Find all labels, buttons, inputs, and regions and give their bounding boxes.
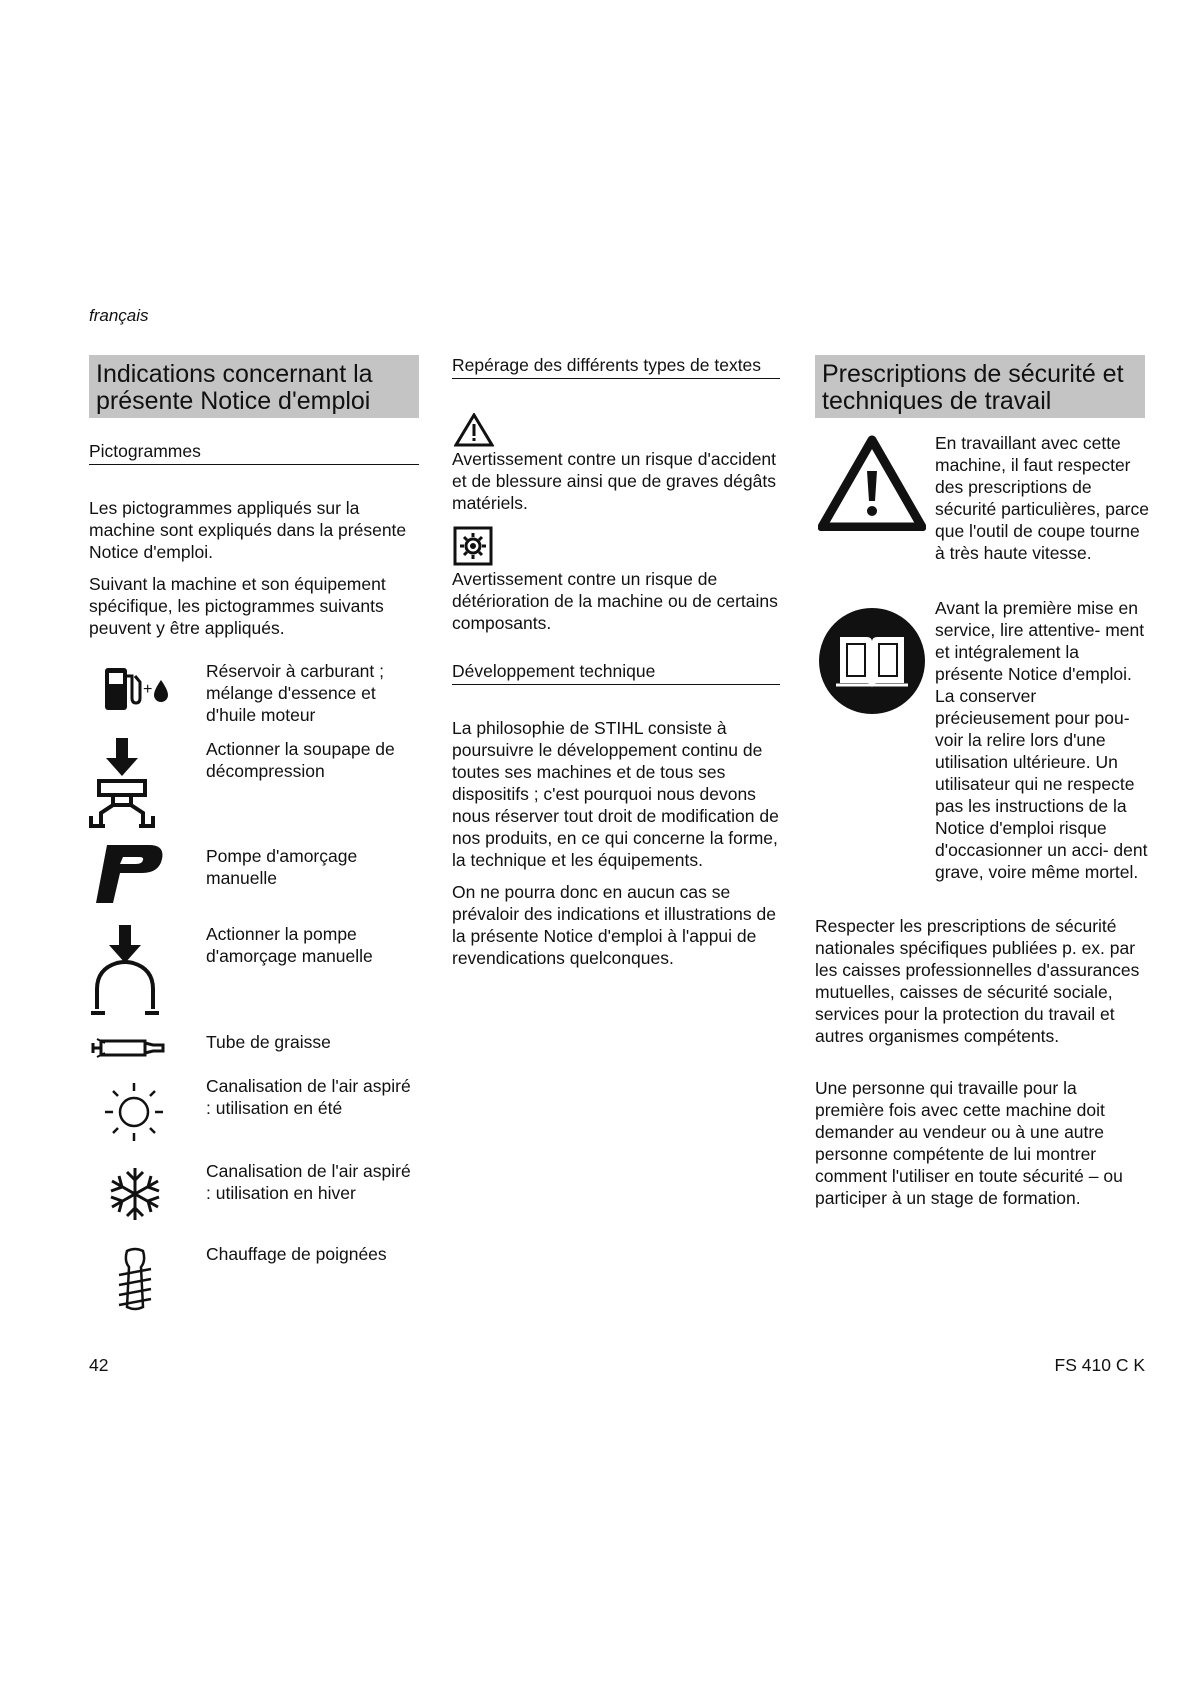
sun-icon xyxy=(103,1081,165,1143)
read-manual-book-icon xyxy=(818,607,926,715)
pictogram-label: Tube de graisse xyxy=(206,1032,331,1052)
paragraph-pictograms-equipment: Suivant la machine et son équipement spécifique, les pictogrammes suivants peuvent y être appliqués. xyxy=(89,574,386,638)
heated-handle-icon xyxy=(117,1247,153,1313)
pictogram-label: Pompe d'amorçage manuelle xyxy=(206,846,358,888)
fuel-pump-icon xyxy=(101,664,171,714)
paragraph-pictograms-intro: Les pictogrammes appliqués sur la machine sont expliqués dans la présente Notice d'emploi. xyxy=(89,498,407,562)
snowflake-icon xyxy=(107,1166,163,1222)
paragraph-first-time-user: Une personne qui travaille pour la première fois avec cette machine doit demander au vendeur ou à une autre personne compétente de lui montrer comment l'utiliser en toute sécurité – ou participer à un stage de formation. xyxy=(815,1078,1123,1208)
column-text-types xyxy=(452,355,780,969)
paragraph-national-regulations: Respecter les prescriptions de sécurité nationales spécifiques publiées p. ex. par les caisses professionnelles d'assurances mutuelles, caisses de sécurité sociale, services pour la protection du travail et autres organismes compétents. xyxy=(815,916,1140,1046)
read-manual-text: Avant la première mise en service, lire attentive- ment et intégralement la présente Notice d'emploi. La conserver précieusement pour pou- voir la relire lors d'une utilisation ultérieure. Un utilisateur qui ne respecte pas les instructions de la Notice d'emploi risque d'occasionner un acci- dent grave, voire même mortel. xyxy=(935,598,1148,882)
warning-triangle-icon xyxy=(454,413,780,447)
paragraph-no-claims: On ne pourra donc en aucun cas se prévaloir des indications et illustrations de la présente Notice d'emploi à l'appui de revendications quelconques. xyxy=(452,882,776,968)
section-heading-safety: Prescriptions de sécurité et techniques de travail xyxy=(815,355,1145,418)
pictogram-label: Actionner la pompe d'amorçage manuelle xyxy=(206,924,373,966)
subheading-pictogrammes: Pictogrammes xyxy=(89,441,419,465)
pictogram-label: Réservoir à carburant ; mélange d'essence et d'huile moteur xyxy=(206,661,384,725)
subheading-tech-dev: Développement technique xyxy=(452,661,780,685)
pictogram-label: Canalisation de l'air aspiré : utilisation en été xyxy=(206,1076,411,1118)
model-name: FS 410 C K xyxy=(1054,1355,1145,1375)
primer-bulb-icon xyxy=(89,925,161,1017)
safety-warning-text: En travaillant avec cette machine, il faut respecter des prescriptions de sécurité particulières, parce que l'outil de coupe tourne à très haute vitesse. xyxy=(935,433,1149,563)
section-heading-notice: Indications concernant la présente Notice d'emploi xyxy=(89,355,419,418)
language-label: français xyxy=(89,306,149,325)
decompression-valve-icon xyxy=(89,738,159,830)
column-pictograms xyxy=(89,355,419,639)
warning-damage-text: Avertissement contre un risque de détérioration de la machine ou de certains composants. xyxy=(452,569,778,633)
paragraph-stihl-philosophy: La philosophie de STIHL consiste à poursuivre le développement continu de toutes ses machines et de tous ses dispositifs ; c'est pourquoi nous devons nous réserver tout droit de modification de nos produits, en ce qui concerne la forme, la technique et les équipements. xyxy=(452,718,779,870)
grease-tube-icon xyxy=(91,1035,173,1059)
primer-p-icon xyxy=(89,843,165,905)
page-number: 42 xyxy=(89,1355,109,1375)
pictogram-label: Chauffage de poignées xyxy=(206,1244,387,1264)
column-safety xyxy=(815,355,1145,418)
svg-text:+: + xyxy=(143,681,153,698)
pictogram-label: Canalisation de l'air aspiré : utilisation en hiver xyxy=(206,1161,411,1203)
subheading-text-types: Repérage des différents types de textes xyxy=(452,355,780,379)
warning-injury-text: Avertissement contre un risque d'accident et de blessure ainsi que de graves dégâts matériels. xyxy=(452,449,777,513)
machine-damage-icon xyxy=(453,526,780,566)
large-warning-triangle-icon xyxy=(818,435,926,531)
pictogram-label: Actionner la soupape de décompression xyxy=(206,739,395,781)
